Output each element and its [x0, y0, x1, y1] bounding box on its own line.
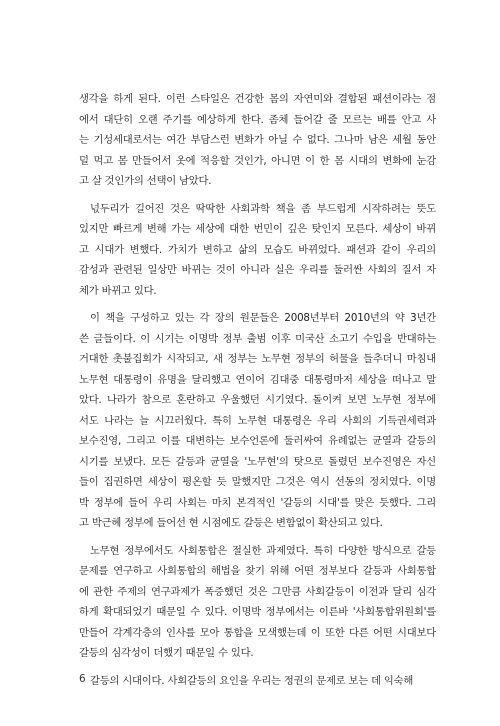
paragraph: [79, 671, 436, 692]
text-line: 만들어 각계각층의 인사를 모아 통합을 모색했는데 이 또한 다른 어떤 시대보다: [79, 626, 436, 639]
text-line: 고 시대가 변했다. 가치가 변하고 삶의 모습도 바뀌었다. 패션과 같이 우리의: [79, 243, 436, 256]
text-line: 이 책을 구성하고 있는 각 장의 원문들은 2008년부터 2010년의 약 3년간: [90, 312, 436, 324]
text-line: 았다. 나라가 참으로 혼란하고 우울했던 시기였다. 돌이켜 보면 노무현 정부에: [79, 394, 436, 406]
text-line: 고 박근혜 정부에 들어선 현 시점에도 갈등은 변함없이 확산되고 있다.: [79, 517, 383, 529]
text-line: 감성과 관련된 일상만 바뀌는 것이 아니라 실은 우리를 둘러싼 사회의 질서 자: [79, 264, 436, 276]
text-line: 거대한 촛불집회가 시작되고, 새 정부는 노무현 정부의 허물을 들추더니 마침내: [79, 353, 436, 365]
text-line: 서도 나라는 늘 시끄러웠다. 특히 노무현 대통령은 우리 사회의 기득권세력과: [79, 414, 436, 427]
text-line: 보수진영, 그리고 이를 대변하는 보수언론에 둘러싸여 유례없는 균열과 갈등의: [79, 435, 436, 447]
text-line: 있지만 빠르게 변해 가는 세상에 대한 번민이 깊은 탓인지 모른다. 세상이 바뀌: [79, 223, 436, 235]
text-line: 덜 먹고 몸 만들어서 옷에 적응할 것인가, 아니면 이 한 몸 시대의 변화에 눈감: [79, 154, 436, 167]
text-line: 시기를 보냈다. 모든 갈등과 균열을 '노무현'의 탓으로 돌렸던 보수진영은 자신: [79, 455, 436, 468]
text-line: 에서 대단히 오랜 주기를 예상하게 한다. 좀체 들어갈 줄 모르는 배를 안고 사: [79, 113, 436, 126]
text-line: 들이 집권하면 세상이 평온할 듯 말했지만 그것은 역시 선동의 정치였다. 이명: [79, 476, 436, 488]
text-line: 에 관한 주제의 연구과제가 폭증했던 것은 그만큼 사회갈등이 이전과 달리 심각: [79, 585, 436, 598]
text-line: 갈등의 심각성이 더했기 때문일 수 있다.: [79, 647, 254, 659]
text-line: 노무현 정부에서도 사회통합은 절실한 과제였다. 특히 다양한 방식으로 갈등: [90, 544, 436, 557]
body-text: [79, 89, 436, 698]
paragraph: [79, 541, 436, 664]
text-line: 쓴 글들이다. 이 시기는 이명박 정부 출범 이후 미국산 소고기 수입을 반대하는: [79, 332, 436, 345]
text-line: 는 기성세대로서는 여간 부담스런 변화가 아닐 수 없다. 그나마 남은 세월 동안: [79, 134, 436, 146]
page-number: 6: [79, 673, 86, 685]
text-line: 체가 바뀌고 있다.: [79, 284, 157, 297]
text-line: 갈등의 시대이다. 사회갈등의 요인을 우리는 정권의 문제로 보는 데 익숙해: [90, 674, 414, 687]
paragraph: [79, 89, 436, 192]
text-line: 고 살 것인가의 선택이 남았다.: [79, 175, 212, 187]
text-line: 노무현 대통령이 유명을 달리했고 연이어 김대중 대통령마저 세상을 떠나고 말: [79, 373, 436, 386]
paragraph: [79, 199, 436, 302]
text-line: 생각을 하게 된다. 이런 스타일은 건강한 몸의 자연미와 결합된 패션이라는 점: [79, 93, 436, 105]
text-line: 하게 확대되었기 때문일 수 있다. 이명박 정부에서는 이른바 '사회통합위원회'를: [79, 606, 436, 618]
text-line: 박 정부에 들어 우리 사회는 마치 본격적인 '갈등의 시대'를 맞은 듯했다. 그리: [79, 496, 436, 509]
text-line: 문제를 연구하고 사회통합의 해법을 찾기 위해 어떤 정부보다 갈등과 사회통합: [79, 565, 436, 577]
paragraph: [79, 308, 436, 534]
text-line: 넋두리가 길어진 것은 딱딱한 사회과학 책을 좀 부드럽게 시작하려는 뜻도: [90, 202, 436, 215]
